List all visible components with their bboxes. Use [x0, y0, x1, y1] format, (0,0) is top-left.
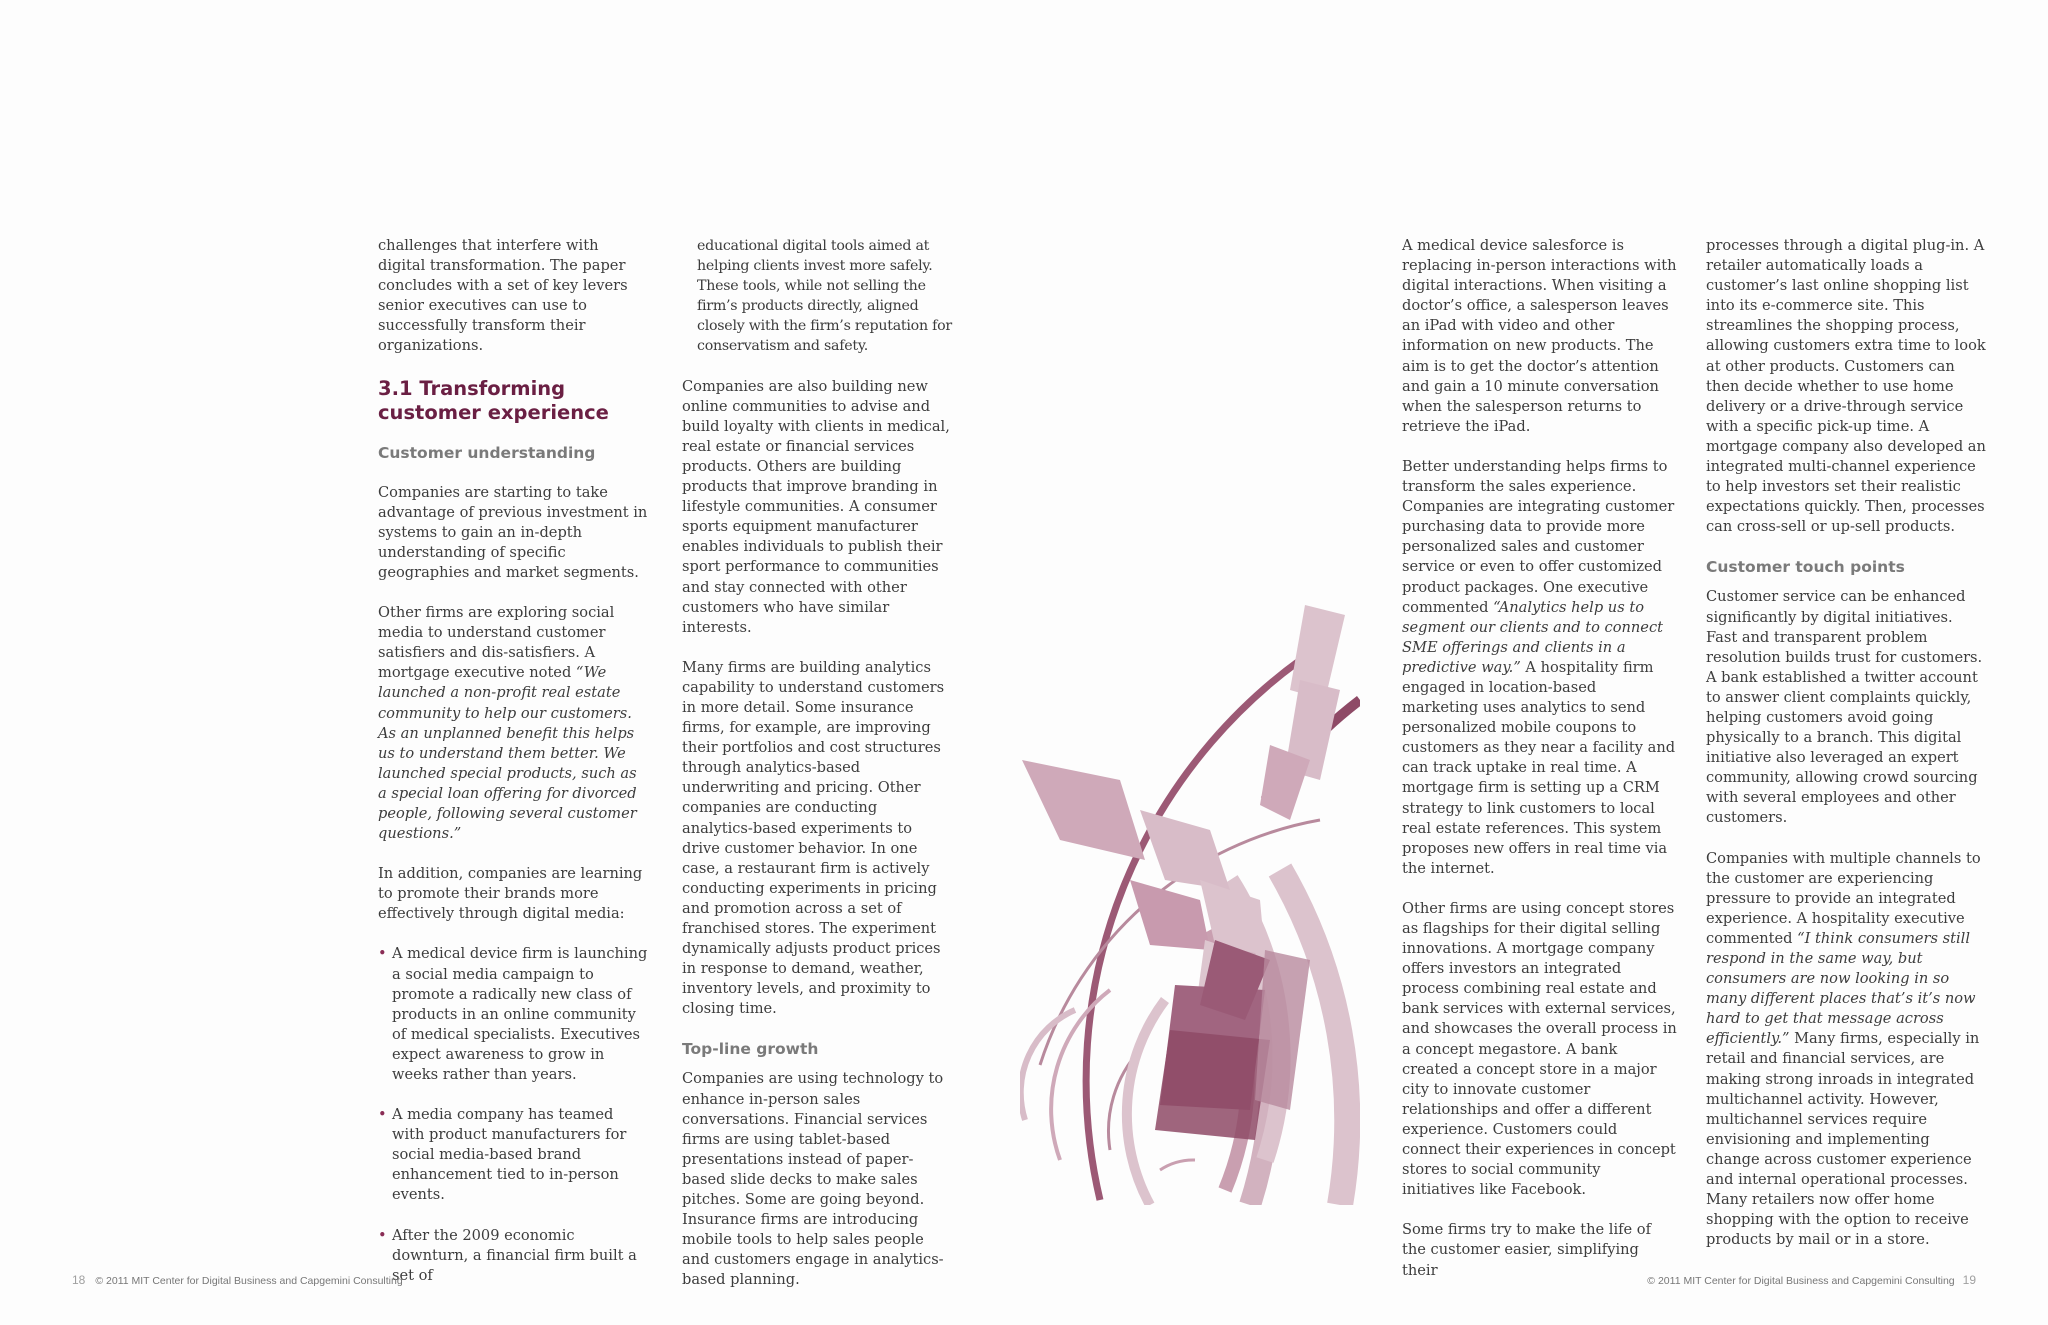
left-page-footer [72, 1273, 403, 1287]
section-title: 3.1 Transforming customer experience [378, 376, 609, 424]
paragraph: Companies are starting to take advantage of previous investment in systems to gain an in-depth understanding of specific geographies and market segments. [378, 483, 648, 581]
page-number: 19 [1962, 1273, 1976, 1287]
paragraph-text: Many firms, especially in retail and financial services, are making strong inroads in integrated multichannel activity. However, multichannel services require envisioning and implementing change across customer experience and internal operational processes. Many retailers now offer home shopping with the option to receive products by mail or in a store. [1706, 1030, 1980, 1249]
paragraph: Companies are also building new online communities to advise and build loyalty with clients in medical, real estate or financial services products. Others are building products that improve branding in lifestyle communities. A consumer sports equipment manufacturer enables individuals to publish their sport performance to communities and stay connected with other customers who have similar interests. [682, 377, 950, 636]
list-item: • After the 2009 economic downturn, a financial firm built a set of [378, 1226, 648, 1286]
paragraph: processes through a digital plug-in. A retailer automatically loads a customer’s last online shopping list into its e-commerce site. This streamlines the shopping process, allowing customers extra time to look at other products. Customers can then decide whether to use home delivery or a drive-through service with a specific pick-up time. A mortgage company also developed an integrated multi-channel experience to help investors set their realistic expectations quickly. Then, processes can cross-sell or up-sell products. [1706, 237, 1986, 536]
paragraph-text: Other firms are exploring social media to understand customer satisfiers and dis-satisfiers. A mortgage executive noted [378, 604, 615, 682]
paragraph [378, 603, 648, 844]
right-column-2 [1706, 236, 1986, 1270]
left-column-2 [682, 236, 952, 1311]
copyright-text: © 2011 MIT Center for Digital Business and Capgemini Consulting [95, 1275, 403, 1287]
executive-quote: “We launched a non-profit real estate community to help our customers. As an unplanned benefit this helps us to understand them better. We launched special products, such as a special loan offering for divorced people, following several customer questions.” [378, 664, 637, 843]
paragraph-text: A hospitality firm engaged in location-based marketing uses analytics to send personalized mobile coupons to customers as they near a facility and can track uptake in real time. A mortgage firm is setting up a CRM strategy to link customers to local real estate references. This system proposes new offers in real time via the internet. [1402, 658, 1676, 877]
paragraph [1402, 457, 1677, 879]
paragraph: Customer service can be enhanced significantly by digital initiatives. Fast and transparent problem resolution builds trust for customers. A bank established a twitter account to answer client complaints quickly, helping customers avoid going physically to a branch. This digital initiative also leveraged an expert community, allowing crowd sourcing with several employees and other customers. [1706, 588, 1983, 827]
bullet-continuation: educational digital tools aimed at helping clients invest more safely. These tools, while not selling the firm’s products directly, aligned closely with the firm’s reputation for conservatism and safety. [697, 238, 952, 355]
paragraph: Many firms are building analytics capability to understand customers in more detail. Some insurance firms, for example, are improving their portfolios and cost structures through analytics-based underwriting and pricing. Other companies are conducting analytics-based experiments to drive customer behavior. In one case, a restaurant firm is actively conducting experiments in pricing and promotion across a set of franchised stores. The experiment dynamically adjusts product prices in response to demand, weather, inventory levels, and proximity to closing time. [682, 658, 945, 1018]
bullet-list [378, 944, 648, 1285]
list-item: • A medical device firm is launching a social media campaign to promote a radically new class of products in an online community of medical specialists. Executives expect awareness to grow in weeks rather than years. [378, 944, 648, 1085]
list-item: • A media company has teamed with product manufacturers for social media-based brand enhancement tied to in-person events. [378, 1105, 648, 1205]
copyright-text: © 2011 MIT Center for Digital Business and Capgemini Consulting [1647, 1275, 1955, 1287]
paragraph-text: Companies with multiple channels to the customer are experiencing pressure to provide an integrated experience. A hospitality executive commented [1706, 849, 1981, 947]
paragraph: Some firms try to make the life of the customer easier, simplifying their [1402, 1221, 1651, 1279]
right-column-1 [1402, 236, 1677, 1301]
paragraph: In addition, companies are learning to promote their brands more effectively through digital media: [378, 865, 643, 923]
right-page-footer [1647, 1273, 1976, 1287]
concentric-arcs-graphic [1020, 595, 1360, 1205]
center-blocks [1155, 940, 1310, 1140]
paragraph: Other firms are using concept stores as flagships for their digital selling innovations. A mortgage company offers investors an integrated process combining real estate and bank services with external services, and showcases the overall process in a concept megastore. A bank created a concept store in a major city to innovate customer relationships and offer a different experience. Customers could connect their experiences in concept stores to social community initiatives like Facebook. [1402, 899, 1677, 1199]
paragraph: Companies are using technology to enhance in-person sales conversations. Financial services firms are using tablet-based presentations instead of paper-based slide decks to make sales pitches. Some are going beyond. Insurance firms are introducing mobile tools to help sales people and customers engage in analytics-based planning. [682, 1070, 944, 1289]
executive-quote: “Analytics help us to segment our clients and to connect SME offerings and clients in a predictive way.” [1402, 598, 1663, 676]
paragraph: A medical device salesforce is replacing in-person interactions with digital interactions. When visiting a doctor’s office, a salesperson leaves an iPad with video and other information on new products. The aim is to get the doctor’s attention and gain a 10 minute conversation when the salesperson returns to retrieve the iPad. [1402, 237, 1677, 435]
page-number: 18 [72, 1273, 86, 1287]
paragraph-text: Better understanding helps firms to transform the sales experience. Companies are integrating customer purchasing data to provide more personalized sales and customer service or even to offer customized product packages. One executive commented [1402, 457, 1675, 616]
subheading-customer-understanding: Customer understanding [378, 443, 596, 462]
left-column-1 [378, 236, 648, 1306]
subheading-top-line-growth: Top-line growth [682, 1040, 819, 1059]
paragraph: challenges that interfere with digital transformation. The paper concludes with a set of key levers senior executives can use to successfully transform their organizations. [378, 237, 628, 355]
paragraph [1706, 849, 1986, 1251]
executive-quote: “I think consumers still respond in the same way, but consumers are now looking in so many different places that’s it’s now hard to get that message across efficiently.” [1706, 929, 1976, 1048]
subheading-customer-touch-points: Customer touch points [1706, 558, 1905, 577]
